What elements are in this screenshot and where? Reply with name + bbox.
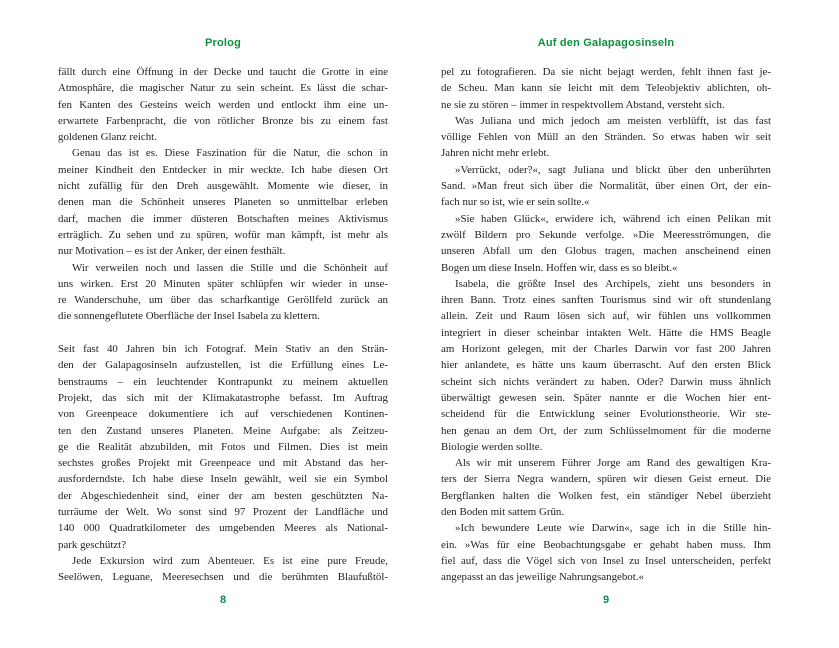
text-line: Jede Exkursion wird zum Abenteuer. Es ist eine pure Freude, — [72, 554, 388, 567]
text-line: ters der Sierra Negra wandern, spüren wir diesen Geist erneut. Die — [441, 473, 771, 486]
text-line: Was Juliana und mich jedoch am meisten verblüfft, ist das fast — [455, 114, 771, 127]
text-line: allein. Zeit und Raum lösen sich auf, wir fühlen uns vollkommen — [441, 310, 771, 323]
running-head-left: Prolog — [204, 37, 242, 49]
text-line: angepasst an das jeweilige Nahrungsangebot.« — [441, 571, 644, 584]
text-line: überwältigt gewesen sein. Später nannte er die Wochen hier ent- — [441, 391, 771, 404]
text-line: hen genau an dem Ort, der zum Schlüsselmoment für die moderne — [441, 424, 771, 437]
text-line: ten den Zustand unseres Planeten. Meine Aufgabe: als Zeitzeu- — [58, 424, 388, 437]
text-line: Bogen um diese Inseln. Hoffen wir, dass es so bleibt.« — [441, 261, 678, 274]
text-line: von Greenpeace dokumentiere ich auf verschiedenen Kontinen- — [58, 408, 388, 421]
text-line: Sand. »Man freut sich über die Normalität, über einen Ort, der ein- — [441, 180, 771, 193]
text-line: »Verrückt, oder?«, sagt Juliana und blickt über den unberührten — [455, 163, 771, 176]
text-line: meiner Kindheit den Entdecker in mir weckte. Ich habe diesen Ort — [58, 163, 388, 176]
page-number-left: 8 — [219, 594, 227, 606]
text-line: scheidend für die Entwicklung seiner Evolutionstheorie. Wir ste- — [441, 408, 771, 421]
text-line: park geschützt? — [58, 538, 127, 551]
text-line: de Scheu. Man kann sie leicht mit dem Teleobjektiv ablichten, oh- — [441, 82, 771, 95]
text-line: unseren Abfall um den Globus tragen, machen anscheinend einen — [441, 245, 771, 258]
text-line: den der Galapagosinseln aufzustellen, ist die Erfüllung eines Le- — [58, 359, 388, 372]
text-line: Als wir mit unserem Führer Jorge am Rand des gewaltigen Kra- — [455, 457, 771, 470]
text-line: Bergflanken halten die Wolken fest, ein ständiger Nebel überzieht — [441, 489, 771, 502]
text-line: Jahren nicht mehr erlebt. — [441, 147, 550, 160]
text-line: turräume der Welt. Wo sonst sind 97 Prozent der Landfläche und — [58, 506, 388, 519]
text-line: benstraums – ein leuchtender Kontrapunkt zu meinem aktuellen — [58, 375, 388, 388]
text-line: völlige Fehlen von Müll an den Stränden. So etwas haben wir seit — [441, 131, 771, 144]
text-line: uns wirken. Erst 20 Minuten später schlüpfen wir wieder in unse- — [58, 277, 388, 290]
text-line: »Ich bewundere Leute wie Darwin«, sage ich in die Stille hin- — [455, 522, 771, 535]
text-line: »Sie haben Glück«, erwidere ich, während ich einen Pelikan mit — [455, 212, 771, 225]
text-line: Projekt, das sich mit der Klimakatastrophe befasst. Im Auftrag — [58, 391, 388, 404]
text-line: 140 000 Quadratkilometer des umgebenden Meeres als National- — [58, 522, 388, 535]
text-line: zwölf Bildern pro Sekunde verfolge. »Die Meeresströmungen, die — [441, 228, 771, 241]
text-line: hier anlandete, es hätte uns kaum überrascht. Auf den ersten Blick — [441, 359, 771, 372]
text-line: den Boden mit sattem Grün. — [441, 506, 565, 519]
text-line: fach nur so ist, wie er sein sollte.« — [441, 196, 590, 209]
text-line: goldenen Glanz reicht. — [58, 131, 157, 144]
text-line: re Wanderschuhe, um über das scharfkantige Geröllfeld zurück an — [58, 294, 388, 307]
left-page-body — [58, 64, 388, 586]
text-line: ausforderndste. Ich habe diese Inseln gewählt, weil sie ein Symbol — [58, 473, 388, 486]
page-number-right: 9 — [602, 594, 610, 606]
text-line: scheint sich nichts verändert zu haben. Oder? Darwin muss ähnlich — [441, 375, 771, 388]
running-head-right: Auf den Galapagosinseln — [537, 37, 675, 49]
text-line: am Horizont gelegen, mit der Charles Darwin vor fast 200 Jahren — [441, 343, 771, 356]
text-line: ein. »Was für eine Beobachtungsgabe er gehabt haben muss. Ihm — [441, 538, 771, 551]
text-line: Biologie werden sollte. — [441, 440, 543, 453]
text-line: fen Kanten des Gesteins weich werden und entlockt ihm eine un- — [58, 98, 388, 111]
text-line: Seelöwen, Leguane, Meeresechsen und die berühmten Blaufußtöl- — [58, 571, 388, 584]
text-line: erträglich. Zu sehen und zu spüren, wofür man kämpft, ist mehr als — [58, 228, 388, 241]
text-line: Atmosphäre, die magischer Natur zu sein scheint. Es lässt die schar- — [58, 82, 388, 95]
text-line: ihren Bann. Trotz eines sanften Tourismus sind wir oft stundenlang — [441, 294, 771, 307]
text-line: Wir verweilen noch und lassen die Stille und die Schönheit auf — [72, 261, 388, 274]
right-page — [441, 0, 771, 648]
text-line: fällt durch eine Öffnung in der Decke und taucht die Grotte in eine — [58, 66, 388, 78]
text-line: nur Motivation – es ist der Anker, der einen festhält. — [58, 245, 286, 258]
text-line: nicht zufällig für den Dreh ausgewählt. Momente wie dieser, in — [58, 180, 388, 193]
text-line: der Abgeschiedenheit sind, einer der am besten geschützten Na- — [58, 489, 388, 502]
text-line: darf, machen die immer düsteren Botschaften meines Aktivismus — [58, 212, 388, 225]
text-line: erwartete Farbenpracht, die von rötlicher Bronze bis zu einem fast — [58, 114, 388, 127]
text-line: Seit fast 40 Jahren bin ich Fotograf. Mein Stativ an den Strän- — [58, 343, 388, 356]
text-line: ne sie zu stören – immer in respektvollem Abstand, versteht sich. — [441, 98, 725, 111]
text-line: ge die Realität abzubilden, mit Fotos und Filmen. Dies ist mein — [58, 440, 388, 453]
text-line: sechstes großes Projekt mit Greenpeace und mit Abstand das her- — [58, 457, 388, 470]
text-line: Isabela, die größte Insel des Archipels, zieht uns besonders in — [455, 277, 771, 290]
text-line: denen man die Schönheit unseres Planeten so unmittelbar erleben — [58, 196, 388, 209]
text-line: integriert in dieser scheinbar intakten Welt. Hätte die HMS Beagle — [441, 326, 771, 339]
text-line: die sonnengeflutete Oberfläche der Insel Isabela zu klettern. — [58, 310, 320, 323]
text-line: pel zu fotografieren. Da sie nicht bejagt werden, fehlt ihnen fast je- — [441, 66, 771, 78]
section-break — [58, 325, 388, 341]
text-line: fiel auf, dass die Vögel sich von Insel zu Insel unterscheiden, perfekt — [441, 554, 771, 567]
right-page-body — [441, 64, 771, 586]
text-line: Genau das ist es. Diese Faszination für die Natur, die schon in — [72, 147, 388, 160]
left-page — [58, 0, 388, 648]
